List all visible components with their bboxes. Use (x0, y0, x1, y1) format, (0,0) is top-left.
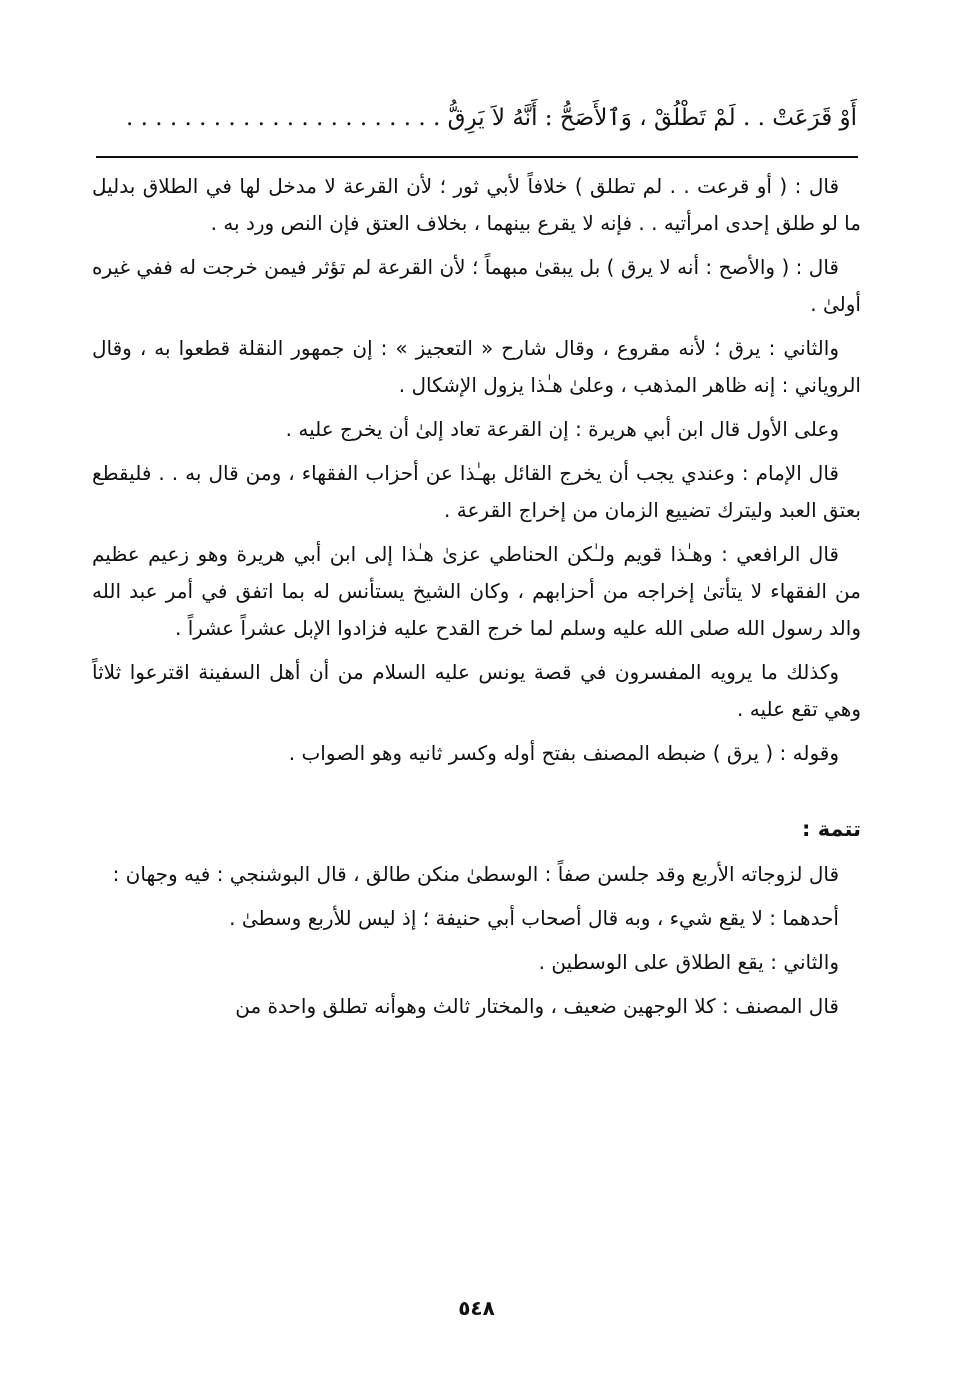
section-paragraph-4: قال المصنف : كلا الوجهين ضعيف ، والمختار ثالث وهوأنه تطلق واحدة من (235, 994, 839, 1018)
section-paragraph-3: والثاني : يقع الطلاق على الوسطين . (538, 950, 839, 974)
section-heading: تتمة : (802, 817, 861, 841)
section-paragraph-1: قال لزوجاته الأربع وقد جلسن صفاً : الوسطىٰ منكن طالق ، قال البوشنجي : فيه وجهان : (112, 862, 839, 886)
paragraph-3: والثاني : يرق ؛ لأنه مقروع ، وقال شارح « التعجيز » : إن جمهور النقلة قطعوا به ، وقال الروياني : إنه ظاهر المذهب ، وعلىٰ هـٰذا يزول الإشكال . (92, 336, 861, 397)
paragraph-6: قال الرافعي : وهـٰذا قويم ولـٰكن الحناطي عزىٰ هـٰذا إلى ابن أبي هريرة وهو زعيم عظيم من الفقهاء لا يتأتىٰ إخراجه من أحزابهم ، وكان الشيخ يستأنس له بما اتفق في أمر عبد الله والد رسول الله صلى الله عليه وسلم لما خرج القدح عليه فزادوا الإبل عشراً عشراً . (92, 542, 861, 640)
paragraph-2: قال : ( والأصح : أنه لا يرق ) بل يبقىٰ مبهماً ؛ لأن القرعة لم تؤثر فيمن خرجت له ففي غيره أولىٰ . (92, 255, 861, 316)
paragraph-4: وعلى الأول قال ابن أبي هريرة : إن القرعة تعاد إلىٰ أن يخرج عليه . (285, 417, 839, 441)
page-number: ٥٤٨ (458, 1296, 495, 1320)
paragraph-8: وقوله : ( يرق ) ضبطه المصنف بفتح أوله وكسر ثانيه وهو الصواب . (288, 741, 839, 765)
paragraph-7: وكذلك ما يرويه المفسرون في قصة يونس عليه السلام من أن أهل السفينة اقترعوا ثلاثاً وهي تقع عليه . (92, 660, 861, 721)
header-divider (96, 156, 858, 158)
matn-header-text: أَوْ قَرَعَتْ . . لَمْ تَطْلُقْ ، وَٱلأَصَحُّ : أَنَّهُ لاَ يَرِقُّ . . . . . . . . . . . . . . . . . . . . . . (125, 105, 857, 131)
section-paragraph-2: أحدهما : لا يقع شيء ، وبه قال أصحاب أبي حنيفة ؛ إذ ليس للأربع وسطىٰ . (229, 906, 839, 930)
paragraph-5: قال الإمام : وعندي يجب أن يخرج القائل بهـٰذا عن أحزاب الفقهاء ، ومن قال به . . فليقطع بعتق العبد وليترك تضييع الزمان من إخراج القرعة . (92, 461, 861, 522)
section-gap (92, 779, 861, 811)
commentary-body (92, 168, 861, 1032)
paragraph-1: قال : ( أو قرعت . . لم تطلق ) خلافاً لأبي ثور ؛ لأن القرعة لا مدخل لها في الطلاق بدليل ما لو طلق إحدى امرأتيه . . فإنه لا يقرع بينهما ، بخلاف العتق فإن النص ورد به . (92, 174, 861, 235)
